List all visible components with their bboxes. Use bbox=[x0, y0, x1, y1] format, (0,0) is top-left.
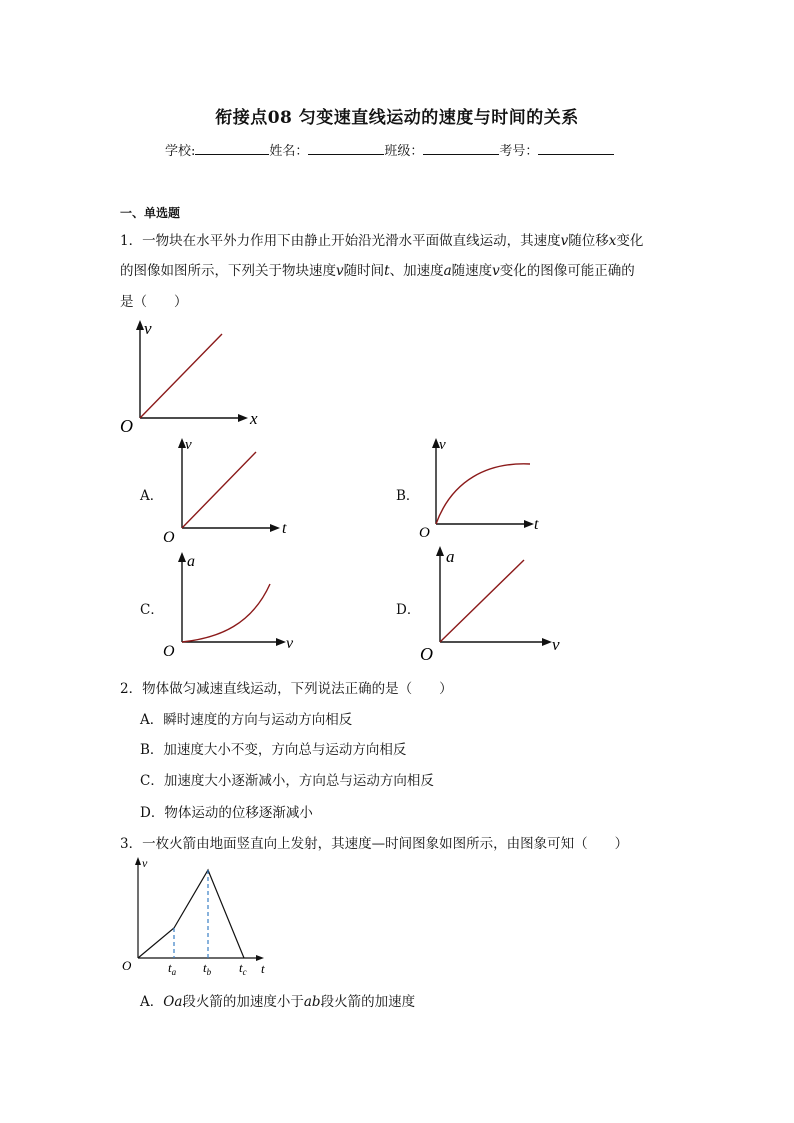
c-origin-label: O bbox=[163, 643, 175, 660]
q2-stem: 2．物体做匀减速直线运动，下列说法正确的是（ ） bbox=[120, 681, 453, 697]
q1-text-2: 随位移 bbox=[568, 233, 609, 249]
q1-text-6: 、加速度 bbox=[389, 263, 444, 279]
q1-option-c-graph[interactable] bbox=[160, 550, 310, 662]
page-title: 衔接点08 匀变速直线运动的速度与时间的关系 bbox=[215, 108, 579, 128]
q3-tc-label: $t_c$ bbox=[239, 960, 247, 977]
q1-var-v: v bbox=[560, 233, 569, 249]
q1-text-1: 1．一物块在水平外力作用下由静止开始沿光滑水平面做直线运动，其速度 bbox=[120, 233, 561, 249]
d-y-arrow bbox=[436, 546, 444, 556]
q1-line2 bbox=[120, 259, 635, 279]
a-curve bbox=[182, 452, 256, 528]
d-origin-label: O bbox=[420, 644, 433, 664]
c-y-label: a bbox=[187, 553, 195, 570]
name-blank bbox=[308, 142, 384, 155]
q1-text-7: 随速度 bbox=[451, 263, 493, 279]
q3-option-a-letter: A． bbox=[140, 994, 164, 1010]
c-y-arrow bbox=[178, 552, 186, 562]
student-info-line bbox=[165, 140, 614, 159]
q1-var-x: x bbox=[608, 233, 617, 249]
q2-option-b[interactable]: B．加速度大小不变，方向总与运动方向相反 bbox=[140, 742, 407, 758]
q1-main-graph bbox=[118, 318, 268, 438]
a-origin-label: O bbox=[163, 529, 175, 546]
q3-ta-label: $t_a$ bbox=[168, 960, 177, 977]
q1-var-v2: v bbox=[336, 263, 344, 279]
q3-option-a-end: 段火箭的加速度 bbox=[320, 994, 416, 1010]
q3-option-a-mid: 段火箭的加速度小于 bbox=[182, 994, 304, 1010]
q3-origin-label: O bbox=[122, 958, 132, 973]
main-y-label: v bbox=[144, 319, 152, 338]
q1-option-c-letter: C． bbox=[140, 602, 164, 618]
c-x-arrow bbox=[276, 638, 286, 646]
q1-var-v3: v bbox=[492, 263, 500, 279]
q1-option-d-graph[interactable] bbox=[416, 544, 576, 666]
b-x-label: t bbox=[534, 516, 539, 533]
q1-option-b-letter: B． bbox=[396, 488, 420, 504]
q1-text-5: 随时间 bbox=[343, 263, 385, 279]
q3-x-label: t bbox=[261, 961, 265, 976]
q3-tb-label: $t_b$ bbox=[203, 960, 212, 977]
q3-option-a-var2: ab bbox=[303, 994, 321, 1010]
class-label: 班级： bbox=[384, 144, 424, 159]
main-x-label: x bbox=[250, 409, 258, 428]
q1-var-a: a bbox=[443, 263, 452, 279]
q3-option-a-var1: Oa bbox=[163, 994, 183, 1010]
school-blank bbox=[195, 142, 269, 155]
b-x-arrow bbox=[524, 520, 534, 528]
q2-option-a[interactable]: A．瞬时速度的方向与运动方向相反 bbox=[140, 712, 353, 728]
c-x-label: v bbox=[286, 635, 294, 652]
class-blank bbox=[423, 142, 499, 155]
q1-text-4: 的图像如图所示，下列关于物块速度 bbox=[120, 263, 336, 279]
number-blank bbox=[538, 142, 614, 155]
a-x-arrow bbox=[270, 524, 280, 532]
school-label: 学校: bbox=[165, 144, 196, 159]
q1-text-8: 变化的图像可能正确的 bbox=[499, 263, 635, 279]
q3-velocity-polyline bbox=[138, 870, 244, 958]
q3-vt-graph bbox=[118, 854, 278, 978]
d-x-label: v bbox=[552, 635, 560, 654]
b-y-label: v bbox=[439, 437, 446, 453]
q1-text-3: 变化 bbox=[616, 233, 644, 249]
c-curve bbox=[182, 584, 270, 642]
q1-option-a-letter: A． bbox=[140, 488, 164, 504]
b-curve bbox=[436, 464, 530, 524]
main-x-arrow bbox=[238, 414, 248, 422]
d-line bbox=[440, 560, 524, 642]
q1-option-a-graph[interactable] bbox=[160, 436, 300, 546]
q1-line1 bbox=[120, 229, 643, 249]
name-label: 姓名： bbox=[269, 144, 309, 159]
q1-option-b-graph[interactable] bbox=[414, 436, 554, 546]
section-title: 一、单选题 bbox=[120, 206, 181, 220]
q3-stem: 3．一枚火箭由地面竖直向上发射，其速度—时间图象如图所示，由图象可知（ ） bbox=[120, 836, 629, 852]
q3-option-a[interactable] bbox=[140, 990, 415, 1010]
d-y-label: a bbox=[446, 547, 455, 566]
q2-option-c[interactable]: C．加速度大小逐渐减小，方向总与运动方向相反 bbox=[140, 773, 434, 789]
number-label: 考号： bbox=[499, 144, 539, 159]
q1-line3: 是（ ） bbox=[120, 294, 188, 310]
main-v-x-line bbox=[140, 334, 222, 418]
b-origin-label: O bbox=[419, 525, 430, 541]
q1-var-t: t bbox=[384, 263, 390, 279]
q3-y-arrow bbox=[135, 857, 141, 865]
q2-option-d[interactable]: D．物体运动的位移逐渐减小 bbox=[140, 805, 313, 821]
d-x-arrow bbox=[542, 638, 552, 646]
main-y-arrow bbox=[136, 320, 144, 330]
main-origin-label: O bbox=[120, 416, 133, 436]
q1-option-d-letter: D． bbox=[396, 602, 421, 618]
q3-y-label: v bbox=[142, 856, 148, 870]
a-y-label: v bbox=[185, 437, 192, 453]
a-x-label: t bbox=[282, 520, 287, 537]
